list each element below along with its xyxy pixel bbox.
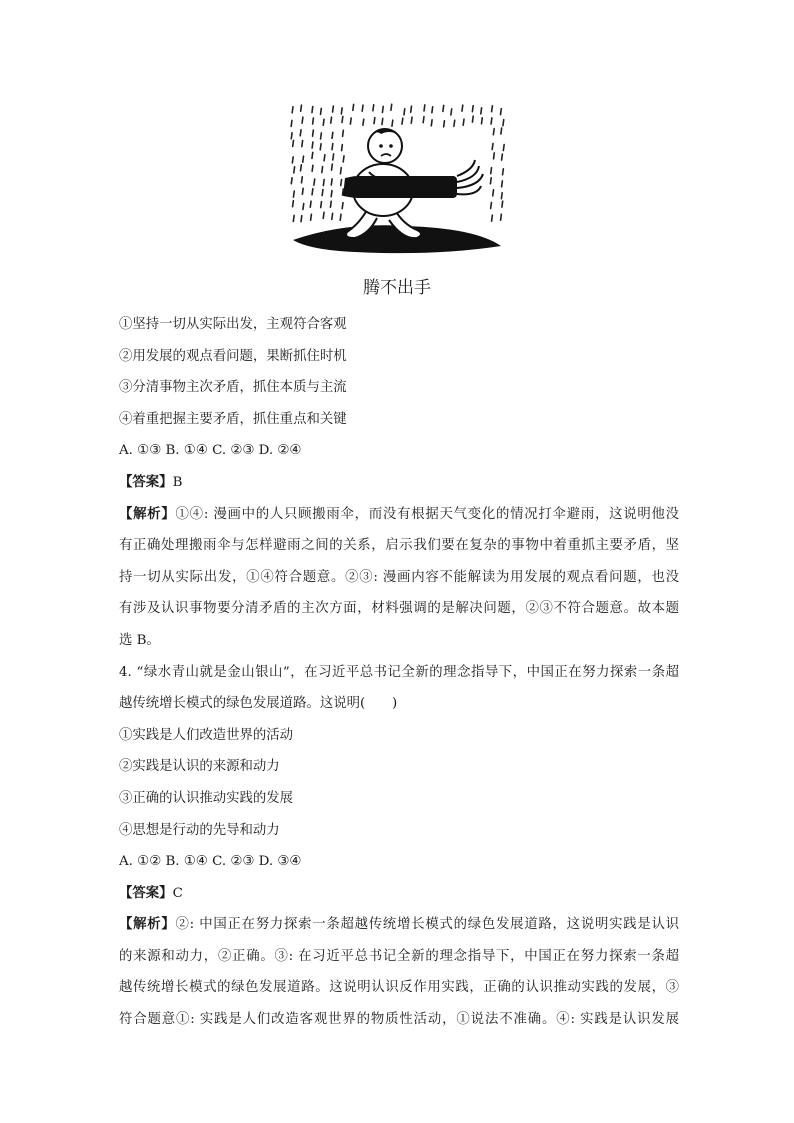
- rain-drop: [391, 104, 392, 110]
- rain-drop: [493, 129, 494, 135]
- rain-drop: [311, 214, 312, 220]
- rain-drop: [302, 188, 303, 194]
- rain-drop: [294, 167, 295, 173]
- cartoon-man-umbrellas-icon: [285, 100, 509, 264]
- q4-choices: A. ①② B. ①④ C. ②③ D. ③④: [119, 854, 302, 870]
- rain-drop: [324, 155, 325, 161]
- q3-analysis-line: 持一切从实际出发，①④符合题意。②③: 漫画内容不能解读为用发展的观点看问题，也没: [119, 569, 679, 585]
- rain-drop: [462, 105, 463, 111]
- q3-option-3: ③分清事物主次矛盾，抓住本质与主流: [119, 380, 347, 396]
- rain-drop: [331, 179, 332, 185]
- q3-option-2: ②用发展的观点看问题，果断抓住时机: [119, 348, 347, 364]
- q4-answer: [119, 878, 679, 910]
- rain-drop: [340, 214, 341, 220]
- rain-drop: [481, 118, 482, 124]
- rain-drop: [300, 130, 301, 136]
- rain-drop: [340, 168, 341, 174]
- rain-drop: [293, 201, 294, 207]
- rain-drop: [431, 120, 432, 126]
- rain-drop: [503, 169, 504, 175]
- rain-drop: [382, 118, 383, 124]
- rain-drop: [293, 215, 294, 221]
- rain-drop: [301, 177, 302, 183]
- rain-drop: [494, 153, 495, 159]
- rain-drop: [411, 117, 412, 123]
- rain-drop: [312, 189, 313, 195]
- rain-drop: [312, 165, 313, 171]
- rain-drop: [502, 201, 503, 207]
- analysis-label: 【解析】: [119, 505, 176, 522]
- rain-drop: [301, 165, 302, 171]
- rain-drop: [343, 130, 344, 136]
- cartoon-illustration: [285, 100, 509, 264]
- rain-drop: [382, 106, 383, 112]
- rain-drop: [492, 106, 493, 112]
- rain-drop: [293, 191, 294, 197]
- rain-drop: [312, 152, 313, 158]
- rain-drop: [333, 154, 334, 160]
- q4-option-1: ①实践是人们改造世界的活动: [119, 727, 294, 743]
- rain-drop: [331, 117, 332, 123]
- q3-analysis-line: [119, 499, 679, 531]
- rain-drop: [303, 204, 304, 210]
- rain-drop: [501, 214, 502, 220]
- rain-drop: [291, 120, 292, 126]
- rain-drop: [323, 180, 324, 186]
- analysis-text: ①④: 漫画中的人只顾搬雨伞，而没有根据天气变化的情况打伞避雨，这说明他没: [175, 506, 679, 522]
- rain-drop: [341, 108, 342, 114]
- rain-drop: [342, 145, 343, 151]
- rain-drop: [443, 105, 444, 111]
- rain-drop: [342, 116, 343, 122]
- rain-drop: [312, 142, 313, 148]
- answer-label: 【答案】: [119, 473, 173, 490]
- rain-drop: [451, 109, 452, 115]
- rain-drop: [472, 116, 473, 122]
- rain-drop: [502, 181, 503, 187]
- question-content: [119, 309, 679, 1036]
- rain-drop: [321, 202, 322, 208]
- rain-drop: [321, 108, 322, 114]
- q3-analysis-line: 选 B。: [119, 632, 160, 648]
- rain-drop: [291, 133, 292, 139]
- answer-label: 【答案】: [119, 884, 173, 901]
- rain-drop: [492, 215, 493, 221]
- rain-drop: [350, 118, 351, 124]
- rain-drop: [343, 156, 344, 162]
- rain-drop: [501, 193, 502, 199]
- rain-drop: [493, 190, 494, 196]
- rain-drop: [322, 190, 323, 196]
- rain-drop: [302, 117, 303, 123]
- rain-drop: [432, 107, 433, 113]
- q4-option-2: ②实践是认识的来源和动力: [119, 759, 280, 775]
- rain-drop: [424, 105, 425, 111]
- rain-drop: [323, 119, 324, 125]
- answer-value: C: [172, 885, 183, 901]
- rain-drop: [491, 118, 492, 124]
- rain-drop: [292, 157, 293, 163]
- q4-option-3: ③正确的认识推动实践的发展: [119, 790, 294, 806]
- q3-choices: A. ①③ B. ①④ C. ②③ D. ②④: [119, 443, 302, 459]
- q4-analysis-line: 越传统增长模式的绿色发展道路。这说明认识反作用实践，正确的认识推动实践的发展，③: [119, 980, 679, 996]
- q4-analysis-line: 的来源和动力，②正确。③: 在习近平总书记全新的理念指导下，中国正在努力探索一条超: [119, 948, 679, 964]
- rain-drop: [293, 140, 294, 146]
- q4-stem-line: 4. “绿水青山就是金山银山”，在习近平总书记全新的理念指导下，中国正在努力探索一条超: [119, 664, 679, 680]
- rain-drop: [491, 202, 492, 208]
- rain-drop: [333, 106, 334, 112]
- q3-analysis-line: 有涉及认识事物要分清矛盾的主次方面，材料强调的是解决问题，②③不符合题意。故本题: [119, 601, 679, 617]
- rain-drop: [291, 178, 292, 184]
- rain-drop: [323, 212, 324, 218]
- rain-drop: [404, 109, 405, 115]
- rain-drop: [314, 179, 315, 185]
- rain-drop: [423, 117, 424, 123]
- rain-drop: [362, 105, 363, 111]
- q3-analysis-line: 有正确处理搬雨伞与怎样避雨之间的关系，启示我们要在复杂的事物中着重抓主要矛盾，坚: [119, 538, 679, 554]
- rain-drop: [321, 133, 322, 139]
- rain-drop: [341, 180, 342, 186]
- rain-drop: [322, 167, 323, 173]
- analysis-text: ②: 中国正在努力探索一条超越传统增长模式的绿色发展道路，这说明实践是认识: [175, 917, 679, 933]
- rain-drop: [332, 213, 333, 219]
- rain-drop: [310, 201, 311, 207]
- rain-drop: [503, 145, 504, 151]
- analysis-label: 【解析】: [119, 916, 176, 933]
- rain-drop: [490, 178, 491, 184]
- q3-answer: [119, 467, 679, 499]
- q4-analysis-line: 符合题意①: 实践是人们改造客观世界的物质性活动，①说法不准确。④: 实践是认识发展: [119, 1012, 679, 1028]
- rain-drop: [320, 144, 321, 150]
- rain-drop: [392, 120, 393, 126]
- rain-drop: [332, 132, 333, 138]
- rain-drop: [411, 106, 412, 112]
- answer-value: B: [172, 474, 183, 490]
- rain-drop: [292, 107, 293, 113]
- q3-option-4: ④着重把握主要矛盾，抓住重点和关键: [119, 411, 347, 427]
- rain-drop: [330, 201, 331, 207]
- rain-drop: [472, 106, 473, 112]
- rain-drop: [301, 216, 302, 222]
- q4-stem-line: 越传统增长模式的绿色发展道路。这说明( ): [119, 696, 398, 712]
- rain-drop: [454, 120, 455, 126]
- rain-drop: [312, 107, 313, 113]
- rain-drop: [313, 130, 314, 136]
- rain-drop: [374, 118, 375, 124]
- rain-drop: [342, 189, 343, 195]
- rain-drop: [491, 168, 492, 174]
- rain-drop: [313, 118, 314, 124]
- rain-drop: [332, 164, 333, 170]
- q4-option-4: ④思想是行动的先导和动力: [119, 822, 280, 838]
- rain-drop: [301, 105, 302, 111]
- figure-caption: 腾不出手: [363, 278, 431, 298]
- rain-drop: [332, 144, 333, 150]
- rain-drop: [502, 154, 503, 160]
- rain-drop: [302, 141, 303, 147]
- q3-option-1: ①坚持一切从实际出发，主观符合客观: [119, 317, 347, 332]
- rain-drop: [444, 121, 445, 127]
- rain-drop: [492, 144, 493, 150]
- rain-drop: [331, 191, 332, 197]
- q4-analysis-line: [119, 909, 679, 941]
- rain-drop: [353, 104, 354, 110]
- rain-drop: [481, 108, 482, 114]
- rain-drop: [501, 128, 502, 134]
- rain-drop: [503, 120, 504, 126]
- rain-drop: [402, 118, 403, 124]
- rain-drop: [373, 105, 374, 111]
- rain-drop: [463, 119, 464, 125]
- rain-drop: [303, 156, 304, 162]
- rain-drop: [501, 109, 502, 115]
- rain-drop: [342, 203, 343, 209]
- rain-drop: [363, 119, 364, 125]
